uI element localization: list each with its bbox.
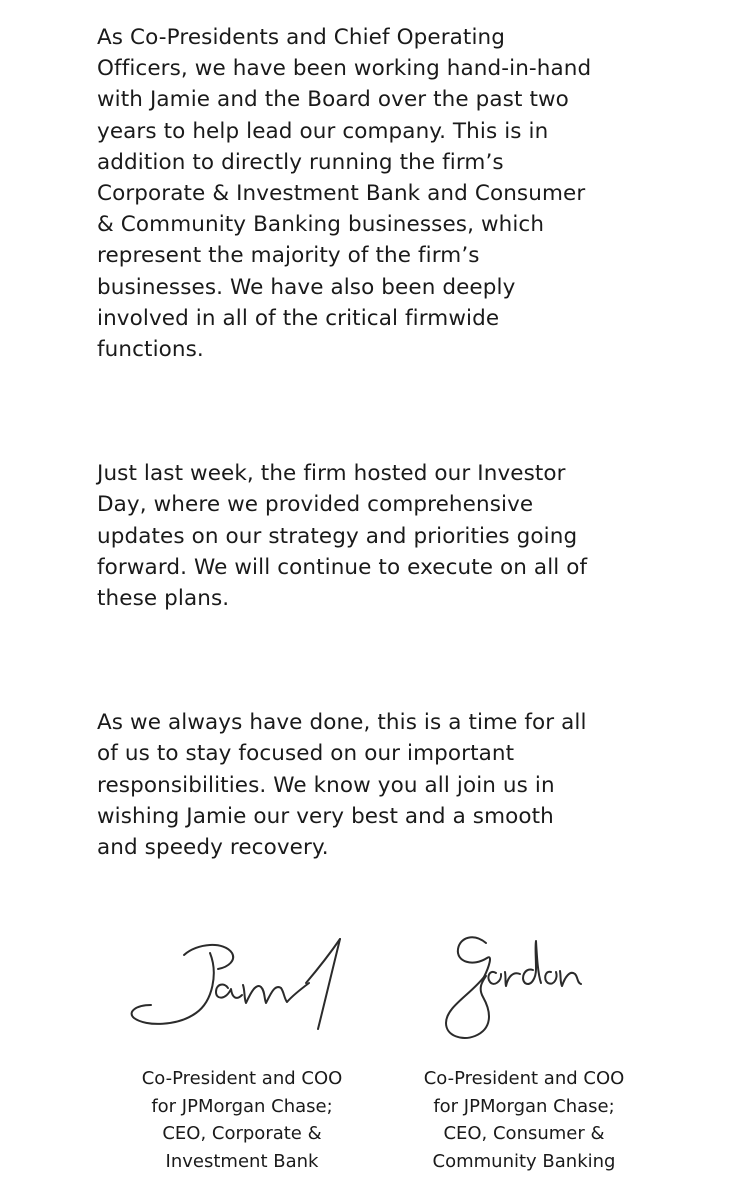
signature-caption-right: Co-President and COO for JPMorgan Chase; CEO, Consumer & Community Banking — [423, 1068, 625, 1172]
paragraph-investor-day: Just last week, the firm hosted our Investor Day, where we provided comprehensive updates on our strategy and priorities going forward. We will continue to execute on all of these plans. — [97, 461, 588, 612]
signature-section — [0, 925, 736, 1200]
signature-block-left — [112, 925, 372, 1175]
letter-body — [97, 22, 697, 863]
signature-danny-icon — [112, 925, 372, 1055]
signature-gordon-icon — [394, 925, 654, 1055]
signature-caption-left: Co-President and COO for JPMorgan Chase; CEO, Corporate & Investment Bank — [141, 1068, 343, 1172]
paragraph-roles: As Co-Presidents and Chief Operating Officers, we have been working hand-in-hand with Jamie and the Board over the past two years to help lead our company. This is in addition to directly running the firm’s Corporate & Investment Bank and Consumer & Community Banking businesses, which represent the majority of the firm’s businesses. We have also been deeply involved in all of the critical firmwide functions. — [97, 25, 592, 363]
paragraph-recovery-wishes: As we always have done, this is a time for all of us to stay focused on our important responsibilities. We know you all join us in wishing Jamie our very best and a smooth and speedy recovery. — [97, 710, 587, 861]
signature-block-right — [394, 925, 654, 1175]
